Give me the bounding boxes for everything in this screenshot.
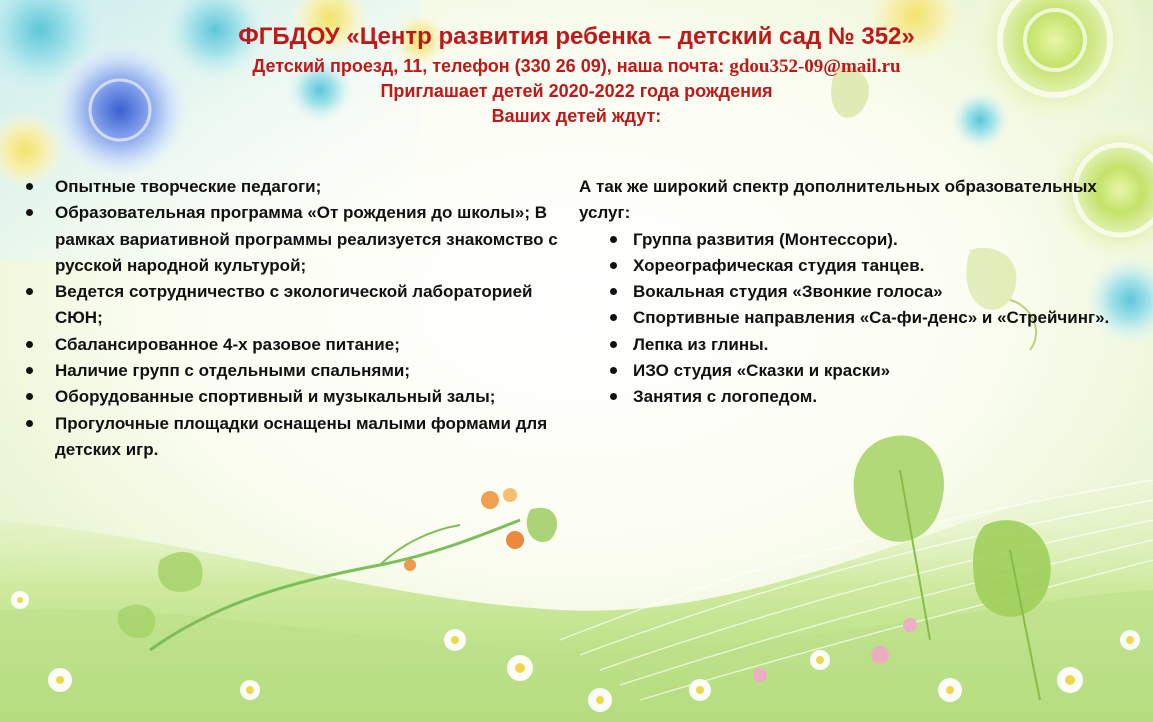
list-item-text: Образовательная программа «От рождения до школы»; В рамках вариативной программы реализуется знакомство с русской народной культурой; <box>55 203 558 275</box>
bullet-icon <box>610 236 617 243</box>
bullet-icon <box>26 209 33 216</box>
bullet-icon <box>610 341 617 348</box>
bullet-icon <box>610 262 617 269</box>
list-item-text: Опытные творческие педагоги; <box>55 177 322 196</box>
bullet-icon <box>610 314 617 321</box>
bullet-icon <box>26 367 33 374</box>
list-item <box>24 279 564 332</box>
list-item-text: Занятия с логопедом. <box>633 387 818 407</box>
bullet-icon <box>26 183 33 190</box>
list-item-text: Группа развития (Монтессори). <box>633 229 898 249</box>
list-item-text: Спортивные направления «Са-фи-денс» и «Стрейчинг». <box>633 308 1110 328</box>
bullet-icon <box>26 288 33 295</box>
list-item <box>608 332 1149 358</box>
list-item <box>24 384 564 410</box>
email-link[interactable]: gdou352-09@mail.ru <box>729 56 901 77</box>
list-item <box>24 200 564 279</box>
list-item <box>24 358 564 384</box>
list-item-text: Хореографическая студия танцев. <box>633 255 925 275</box>
benefits-column <box>24 174 564 463</box>
extra-services-column <box>579 174 1149 411</box>
address-phone-text: Детский проезд, 11, телефон (330 26 09), наша почта: <box>252 56 730 76</box>
list-item <box>608 279 1149 305</box>
list-item-text: Вокальная студия «Звонкие голоса» <box>633 282 943 302</box>
list-item-text: Сбалансированное 4-х разовое питание; <box>55 334 400 354</box>
list-item <box>24 174 564 200</box>
list-item <box>608 358 1149 384</box>
list-item <box>24 332 564 358</box>
extra-services-intro: А так же широкий спектр дополнительных образовательных услуг: <box>579 177 1097 223</box>
flyer-header <box>0 20 1153 129</box>
list-item-text: Ведется сотрудничество с экологической лабораторией СЮН; <box>55 282 533 328</box>
await-heading: Ваших детей ждут: <box>491 106 662 126</box>
list-item <box>608 253 1149 279</box>
organization-title: ФГБДОУ «Центр развития ребенка – детский сад № 352» <box>238 23 915 50</box>
invitation-text: Приглашает детей 2020-2022 года рождения <box>380 81 773 101</box>
bullet-icon <box>610 367 617 374</box>
list-item-text: ИЗО студия «Сказки и краски» <box>633 361 891 381</box>
list-item-text: Лепка из глины. <box>633 334 769 354</box>
bullet-icon <box>26 420 33 427</box>
list-item <box>608 384 1149 410</box>
list-item <box>24 411 564 464</box>
extra-services-list <box>608 227 1149 411</box>
list-item-text: Наличие групп с отдельными спальнями; <box>55 361 411 381</box>
bullet-icon <box>610 288 617 295</box>
contact-line <box>0 54 1153 79</box>
bullet-icon <box>610 393 617 400</box>
bullet-icon <box>26 393 33 400</box>
list-item <box>608 227 1149 253</box>
list-item-text: Прогулочные площадки оснащены малыми формами для детских игр. <box>55 413 548 459</box>
list-item-text: Оборудованные спортивный и музыкальный залы; <box>55 387 496 407</box>
bullet-icon <box>26 341 33 348</box>
benefits-list <box>24 174 564 463</box>
list-item <box>608 305 1149 331</box>
